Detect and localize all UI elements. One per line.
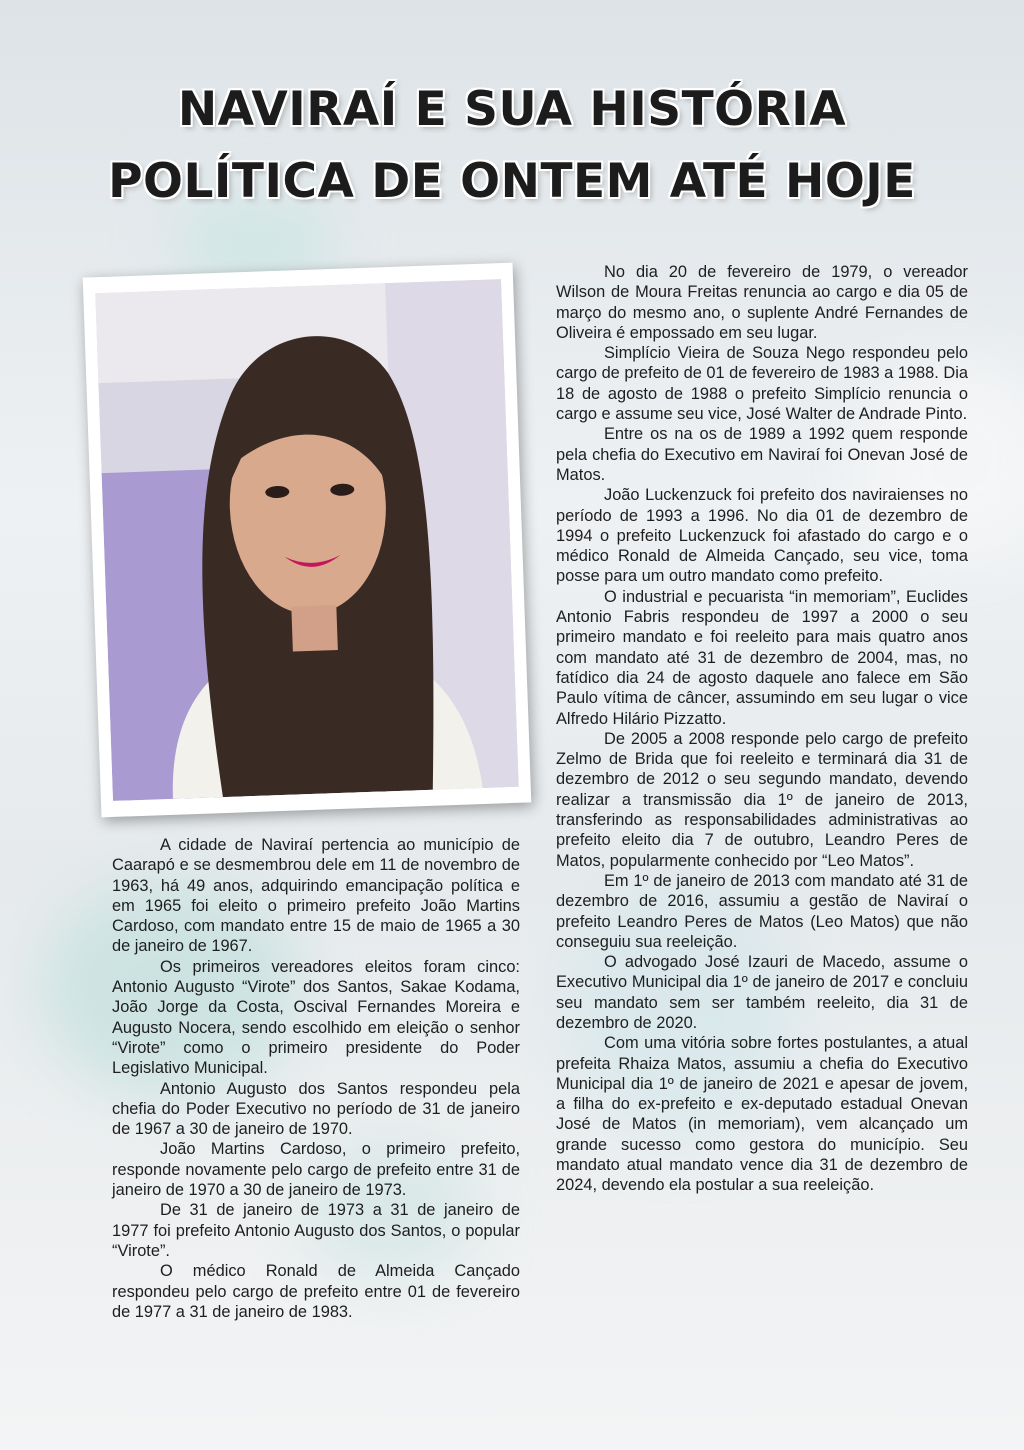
portrait-icon xyxy=(95,279,518,801)
paragraph: Em 1º de janeiro de 2013 com mandato até 31 de dezembro de 2016, assumiu a gestão de Naviraí o prefeito Leandro Peres de Matos (Leo Matos) que não conseguiu sua reeleição. xyxy=(556,871,968,951)
paragraph: De 31 de janeiro de 1973 a 31 de janeiro de 1977 foi prefeito Antonio Augusto dos Santos, o popular “Virote”. xyxy=(112,1201,520,1260)
title-line-1: NAVIRAÍ E SUA HISTÓRIA xyxy=(177,82,847,137)
paragraph: De 2005 a 2008 responde pelo cargo de prefeito Zelmo de Brida que foi reeleito e terminará dia 31 de dezembro de 2012 o seu segundo mandato, devendo realizar a transmissão dia 1º de janeiro de 2013, transferindo as responsabilidades administrativas ao prefeito eleito dia 7 de outubro, Leandro Peres de Matos, popularmente conhecido por “Leo Matos”. xyxy=(556,729,968,870)
paragraph: No dia 20 de fevereiro de 1979, o vereador Wilson de Moura Freitas renuncia ao cargo e dia 05 de março do mesmo ano, o suplente André Fernandes de Oliveira é empossado em seu lugar. xyxy=(556,263,968,342)
paragraph: Antonio Augusto dos Santos respondeu pela chefia do Poder Executivo no período de 31 de janeiro de 1967 a 30 de janeiro de 1970. xyxy=(112,1079,520,1139)
paragraph: Com uma vitória sobre fortes postulantes, a atual prefeita Rhaiza Matos, assumiu a chefia do Executivo Municipal dia 1º de janeiro de 2021 e apesar de jovem, a filha do ex-prefeito e ex-deputado estadual Onevan José de Matos (in memoriam), vem alcançado um grande sucesso como gestora do município. Seu mandato atual mandato vence dia 31 de dezembro de 2024, devendo ela postular a sua reeleição. xyxy=(556,1034,968,1195)
left-text-column xyxy=(112,835,520,1322)
title-line-2: POLÍTICA DE ONTEM ATÉ HOJE xyxy=(108,154,916,209)
right-text-column xyxy=(556,262,968,1196)
photo-frame xyxy=(83,263,532,818)
paragraph: O industrial e pecuarista “in memoriam”, Euclides Antonio Fabris respondeu de 1997 a 2000 o seu primeiro mandato e foi reeleito para mais quatro anos com mandato até 31 de dezembro de 2004, mas, no fatídico dia 24 de agosto daquele ano falece em São Paulo vítima de câncer, assumindo em seu lugar o vice Alfredo Hilário Pizzatto. xyxy=(556,587,968,728)
portrait-photo xyxy=(95,279,518,801)
paragraph: João Martins Cardoso, o primeiro prefeito, responde novamente pelo cargo de prefeito entre 31 de janeiro de 1970 a 30 de janeiro de 1973. xyxy=(112,1140,520,1200)
paragraph: Simplício Vieira de Souza Nego respondeu pelo cargo de prefeito de 01 de fevereiro de 1983 a 1988. Dia 18 de agosto de 1988 o prefeito Simplício renuncia o cargo e assume seu vice, José Walter de Andrade Pinto. xyxy=(556,344,968,424)
paragraph: A cidade de Naviraí pertencia ao município de Caarapó e se desmembrou dele em 11 de novembro de 1963, há 49 anos, adquirindo emancipação política e em 1965 foi eleito o primeiro prefeito João Martins Cardoso, com mandato entre 15 de maio de 1965 a 30 de janeiro de 1967. xyxy=(112,836,520,956)
paragraph: Os primeiros vereadores eleitos foram cinco: Antonio Augusto “Virote” dos Santos, Sakae Kodama, João Jorge da Costa, Oscival Fernandes Moreira e Augusto Nocera, sendo escolhido em eleição o senhor “Virote” como o primeiro presidente do Poder Legislativo Municipal. xyxy=(112,957,520,1078)
page-title xyxy=(0,74,1024,218)
paragraph: Entre os na os de 1989 a 1992 quem responde pela chefia do Executivo em Naviraí foi Onevan José de Matos. xyxy=(556,425,968,484)
paragraph: João Luckenzuck foi prefeito dos naviraienses no período de 1993 a 1996. No dia 01 de dezembro de 1994 o prefeito Luckenzuck foi afastado do cargo e o médico Ronald de Almeida Cançado, seu vice, toma posse para um outro mandato como prefeito. xyxy=(556,486,968,586)
paragraph: O advogado José Izauri de Macedo, assume o Executivo Municipal dia 1º de janeiro de 2017 e concluiu seu mandato sem ser também reeleito, dia 31 de dezembro de 2020. xyxy=(556,953,968,1032)
paragraph: O médico Ronald de Almeida Cançado respondeu pelo cargo de prefeito entre 01 de fevereiro de 1977 a 31 de janeiro de 1983. xyxy=(112,1262,520,1321)
